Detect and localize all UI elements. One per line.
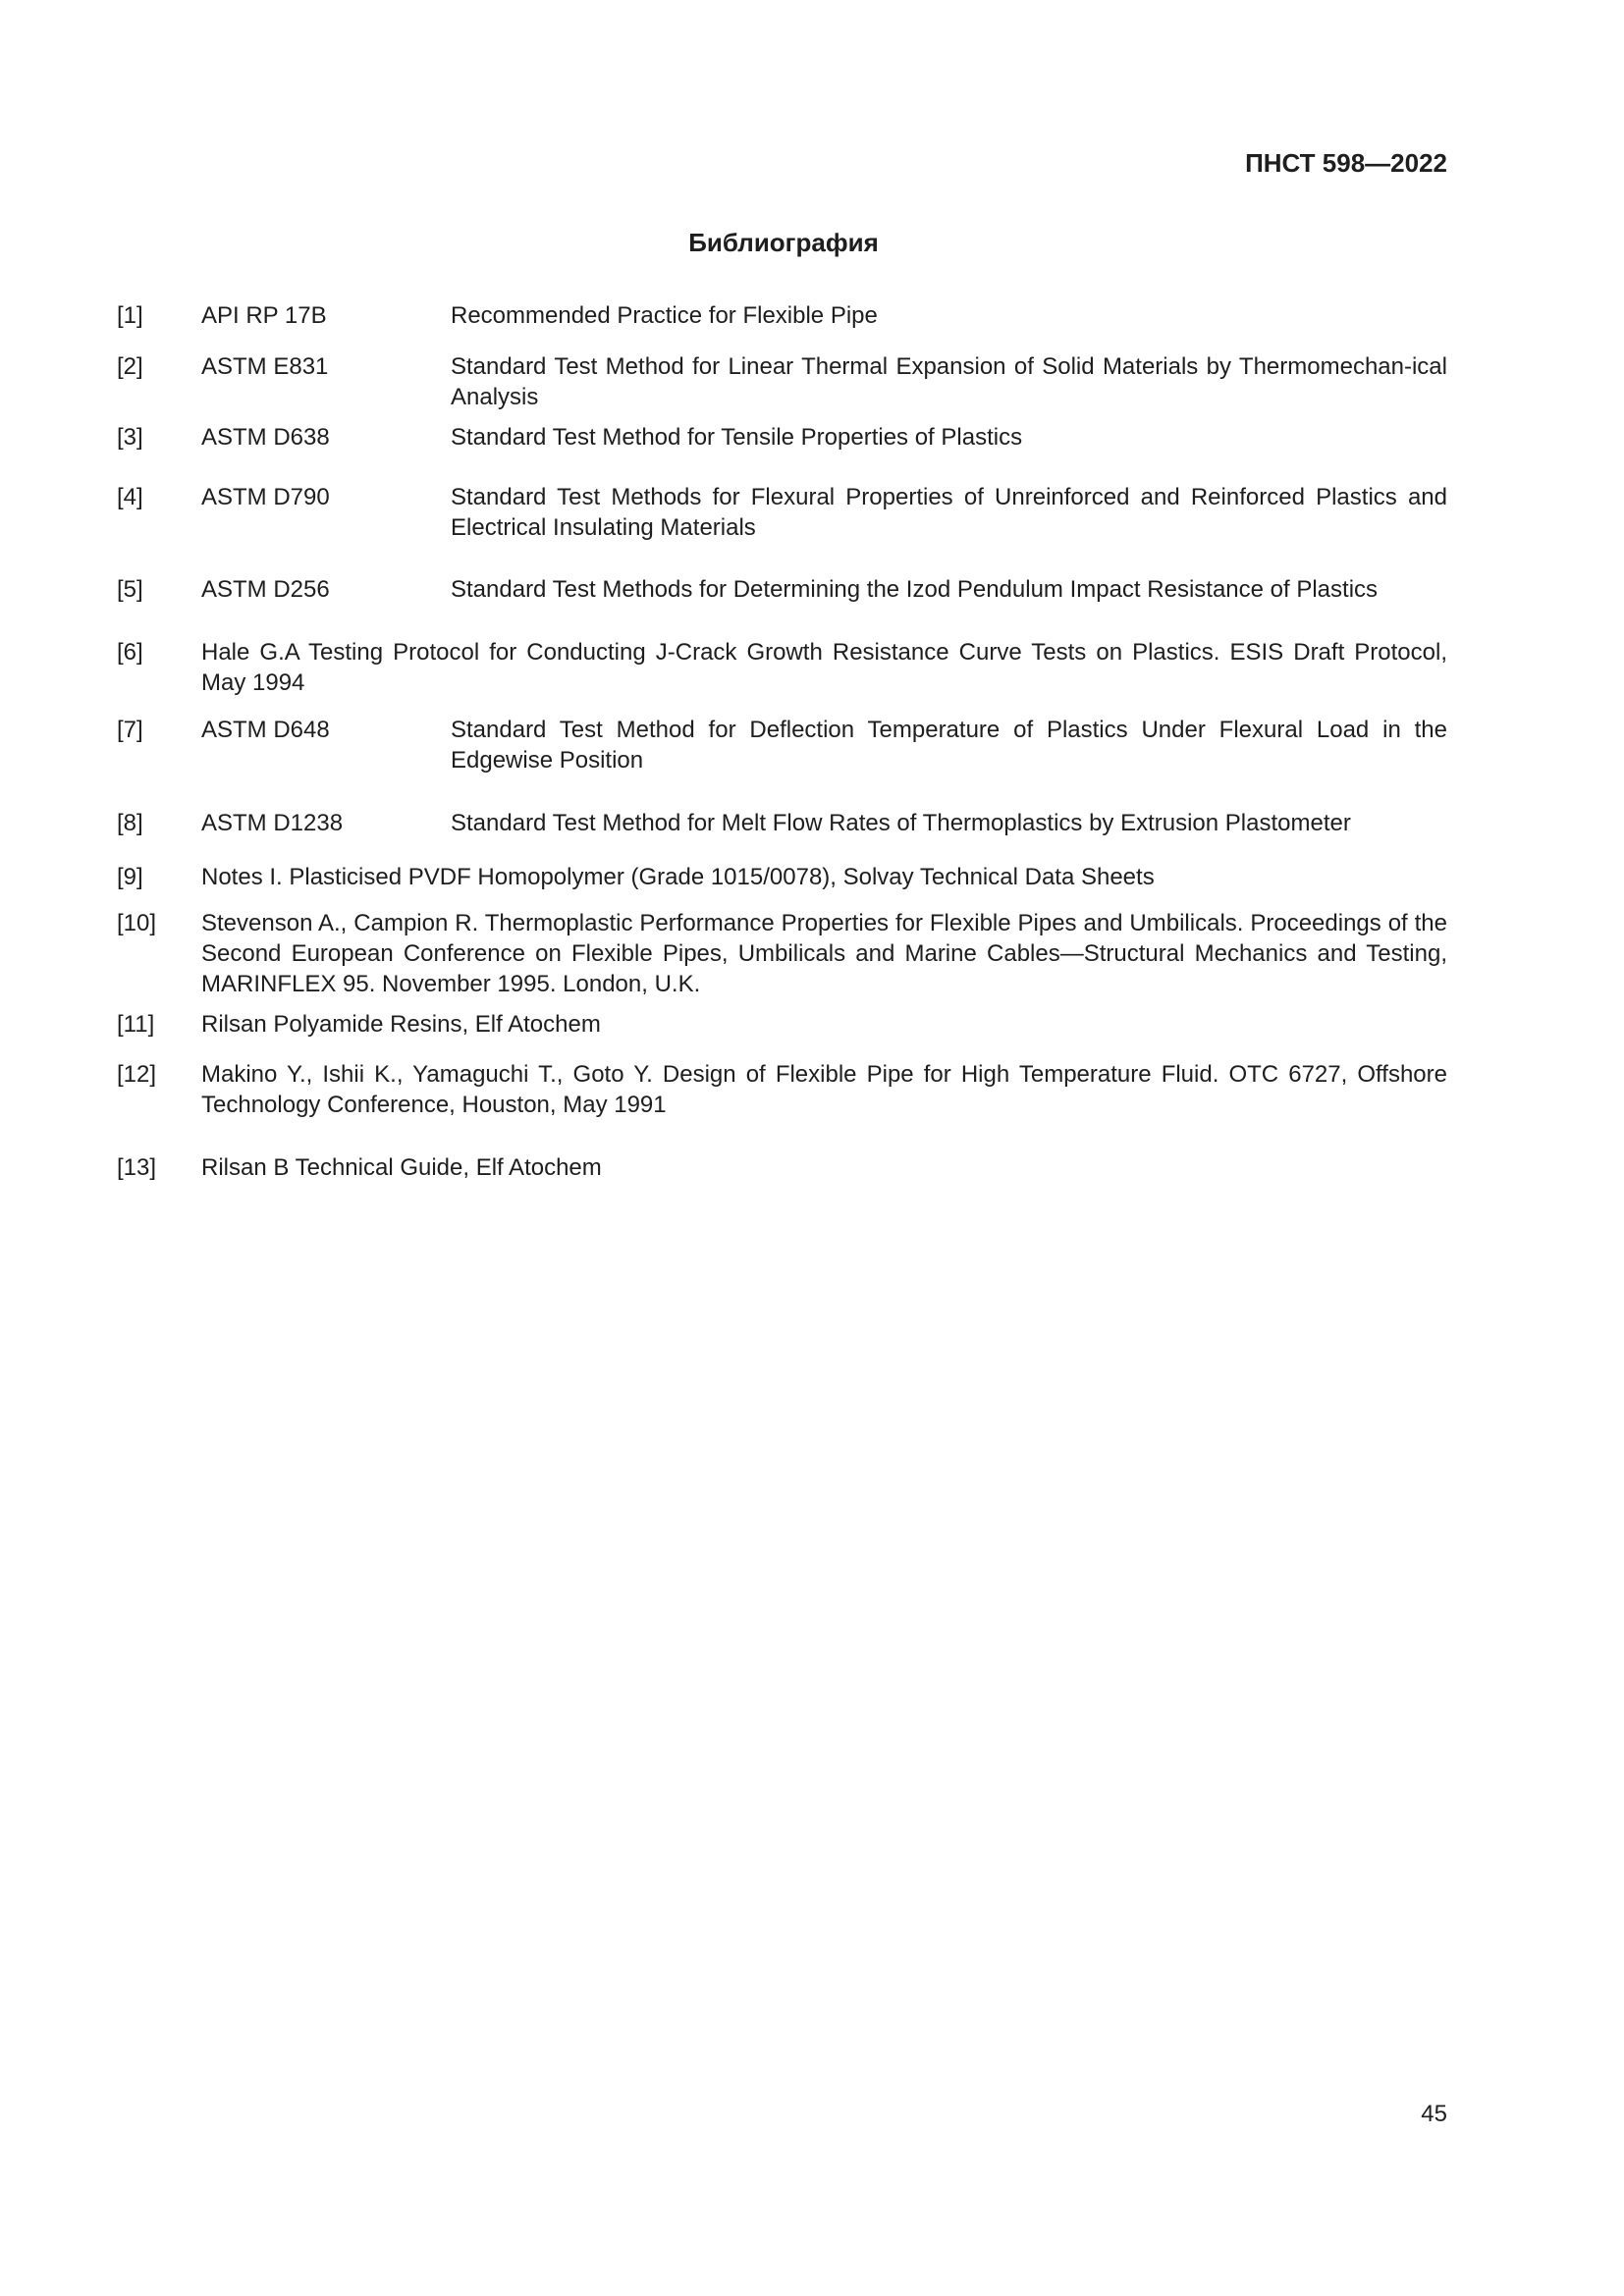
reference-text: Recommended Practice for Flexible Pipe (451, 302, 878, 329)
reference-text: Standard Test Method for Tensile Properties of Plastics (451, 424, 1023, 451)
reference-code: ASTM D256 (201, 576, 330, 603)
reference-item (117, 1009, 1447, 1040)
reference-number: [11] (117, 1011, 155, 1038)
reference-number: [13] (117, 1154, 157, 1181)
reference-text: Rilsan B Technical Guide, Elf Atochem (201, 1154, 602, 1181)
reference-item (117, 300, 1447, 331)
reference-item (117, 1152, 1447, 1183)
reference-code: ASTM D1238 (201, 810, 344, 836)
reference-number: [3] (117, 424, 143, 451)
reference-text: Standard Test Method for Melt Flow Rates of Thermoplastics by Extrusion Plastometer (451, 810, 1351, 836)
reference-number: [6] (117, 639, 143, 666)
reference-code: ASTM D790 (201, 484, 330, 510)
reference-number: [10] (117, 910, 157, 936)
reference-code: ASTM E831 (201, 353, 329, 380)
reference-text: Rilsan Polyamide Resins, Elf Atochem (201, 1011, 601, 1038)
reference-item (117, 637, 1447, 698)
reference-item (117, 808, 1447, 838)
reference-number: [5] (117, 576, 143, 603)
reference-list (117, 300, 1447, 1183)
reference-number: [2] (117, 353, 143, 380)
reference-number: [8] (117, 810, 143, 836)
reference-number: [1] (117, 302, 143, 329)
reference-item (117, 422, 1447, 453)
reference-text: Makino Y., Ishii K., Yamaguchi T., Goto Y. Design of Flexible Pipe for High Temperature Fluid. OTC 6727, Offshore Technology Conference, Houston, May 1991 (201, 1061, 1447, 1118)
reference-item (117, 715, 1447, 775)
reference-number: [4] (117, 484, 143, 510)
reference-item (117, 1059, 1447, 1120)
reference-text: Standard Test Method for Deflection Temperature of Plastics Under Flexural Load in the Edgewise Position (451, 717, 1447, 774)
reference-text: Standard Test Method for Linear Thermal Expansion of Solid Materials by Thermomechan-ical Analysis (451, 353, 1447, 410)
reference-item (117, 908, 1447, 999)
reference-text: Standard Test Methods for Determining the Izod Pendulum Impact Resistance of Plastics (451, 576, 1379, 603)
document-code: ПНСТ 598—2022 (1245, 148, 1447, 178)
reference-number: [9] (117, 864, 143, 890)
reference-text: Hale G.A Testing Protocol for Conducting J-Crack Growth Resistance Curve Tests on Plastics. ESIS Draft Protocol, May 1994 (201, 639, 1447, 696)
reference-item (117, 574, 1447, 605)
reference-number: [7] (117, 717, 143, 743)
reference-text: Notes I. Plasticised PVDF Homopolymer (Grade 1015/0078), Solvay Technical Data Sheets (201, 864, 1155, 890)
reference-number: [12] (117, 1061, 157, 1088)
bibliography-title: Библиография (688, 228, 879, 257)
reference-item (117, 482, 1447, 543)
reference-item (117, 351, 1447, 412)
reference-item (117, 862, 1447, 892)
reference-text: Standard Test Methods for Flexural Properties of Unreinforced and Reinforced Plastics and Electrical Insulating Materials (451, 484, 1447, 541)
reference-text: Stevenson A., Campion R. Thermoplastic Performance Properties for Flexible Pipes and Umbilicals. Proceedings of the Second European Conference on Flexible Pipes, Umbilicals and Marine Cables—Structural Mechanics and Testing, MARINFLEX 95. November 1995. London, U.K. (201, 910, 1447, 997)
reference-code: API RP 17B (201, 302, 327, 329)
page-number: 45 (1421, 2101, 1447, 2127)
reference-code: ASTM D648 (201, 717, 330, 743)
reference-code: ASTM D638 (201, 424, 330, 451)
